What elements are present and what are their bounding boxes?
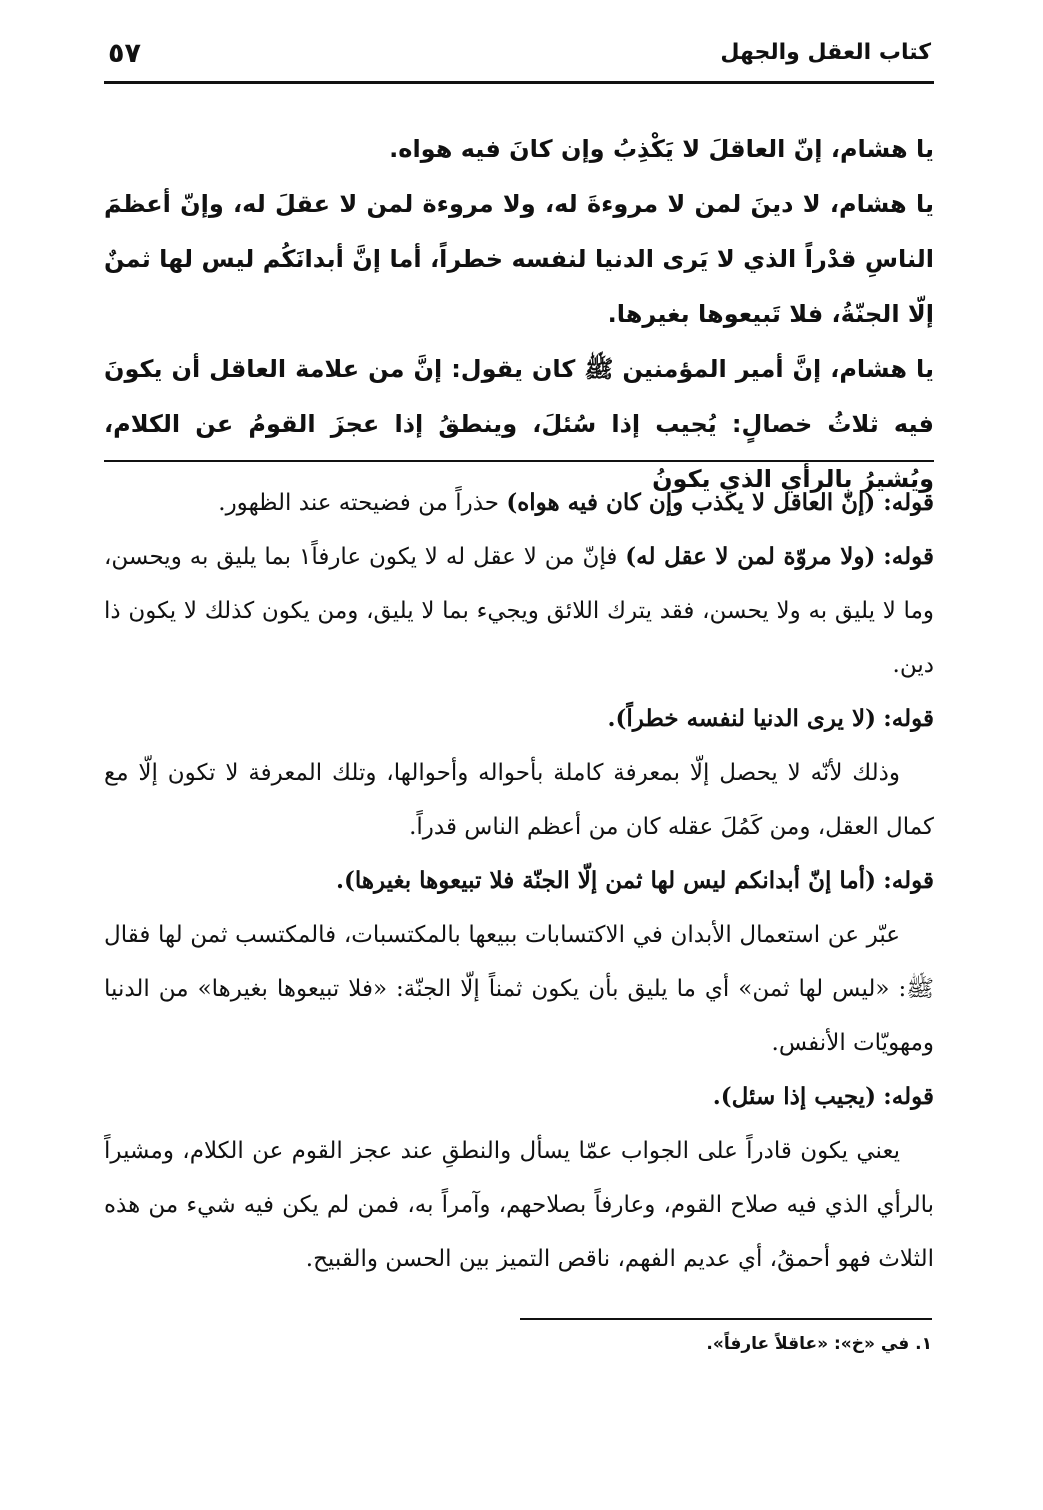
commentary-entry [104, 1070, 934, 1124]
quoted-phrase: (يجيب إذا سئل). [712, 1083, 876, 1110]
footnote-divider [520, 1318, 932, 1320]
quoted-phrase: (أما إنّ أبدانكم ليس لها ثمن إلّا الجنّة فلا تبيعوها بغيرها). [335, 867, 876, 894]
main-paragraph: يا هشام، لا دينَ لمن لا مروءةَ له، ولا مروءة لمن لا عقلَ له، وإنّ أعظمَ الناسِ قدْراً الذي لا يَرى الدنيا لنفسه خطراً، أما إنَّ أبدانَكُم ليس لها ثمنٌ إلّا الجنّةُ، فلا تَبيعوها بغيرها. [104, 190, 934, 328]
commentary-entry [104, 530, 934, 692]
running-title: كتاب العقل والجهل [720, 40, 931, 65]
commentary-block [104, 476, 934, 1286]
commentary-entry [104, 854, 934, 908]
commentary-entry [104, 692, 934, 746]
page-header [108, 38, 931, 80]
header-divider [104, 81, 934, 84]
commentary-text: يعني يكون قادراً على الجواب عمّا يسأل والنطقِ عند عجز القوم عن الكلام، ومشيراً بالرأي الذي فيه صلاح القوم، وعارفاً بصلاحهم، وآمراً به، فمن لم يكن فيه شيء من هذه الثلاث فهو أحمقُ، أي عديم الفهم، ناقص التميز بين الحسن والقبيح. [104, 1138, 934, 1272]
quoted-phrase: (إنّ العاقل لا يكذب وإن كان فيه هواه) [506, 489, 876, 516]
quoted-phrase: (لا يرى الدنيا لنفسه خطراً). [607, 705, 876, 732]
commentary-text: حذراً من فضيحته عند الظهور. [218, 490, 507, 516]
commentary-text: عبّر عن استعمال الأبدان في الاكتسابات ببيعها بالمكتسبات، فالمكتسب ثمن لها فقال ﷺ: «ليس لها ثمن» أي ما يليق بأن يكون ثمناً إلّا الجنّة: «فلا تبيعوها بغيرها» من الدنيا ومهويّات الأنفس. [104, 922, 934, 1056]
commentary-text: وذلك لأنّه لا يحصل إلّا بمعرفة كاملة بأحواله وأحوالها، وتلك المعرفة لا تكون إلّا مع كمال العقل، ومن كَمُلَ عقله كان من أعظم الناس قدراً. [104, 760, 934, 840]
commentary-entry [104, 476, 934, 530]
commentary-keyword: قوله: [883, 543, 935, 570]
commentary-keyword: قوله: [883, 867, 934, 894]
main-paragraph: يا هشام، إنّ العاقلَ لا يَكْذِبُ وإن كانَ فيه هواه. [389, 135, 934, 163]
main-text-block [104, 122, 934, 507]
page-number: ٥٧ [108, 38, 141, 69]
commentary-keyword: قوله: [883, 489, 934, 516]
footnote: ١. في «خ»: «عاقلاً عارفاً». [706, 1334, 932, 1354]
text-commentary-divider [104, 460, 934, 462]
quoted-phrase: (ولا مروّة لمن لا عقل له) [625, 543, 876, 570]
main-paragraph: يا هشام، إنَّ أمير المؤمنين ﷺ كان يقول: إنَّ من علامة العاقل أن يكونَ فيه ثلاثُ خصالٍ: يُجيب إذا سُئلَ، وينطقُ إذا عجزَ القومُ عن الكلام، ويُشيرُ بالرأي الذي يكونُ [104, 355, 934, 493]
commentary-keyword: قوله: [883, 705, 934, 732]
commentary-keyword: قوله: [883, 1083, 934, 1110]
commentary-text: فإنّ من لا عقل له لا يكون عارفاً١ بما يليق به ويحسن، وما لا يليق به ولا يحسن، فقد يترك اللائق ويجيء بما لا يليق، ومن يكون كذلك لا يكون ذا دين. [104, 544, 934, 678]
